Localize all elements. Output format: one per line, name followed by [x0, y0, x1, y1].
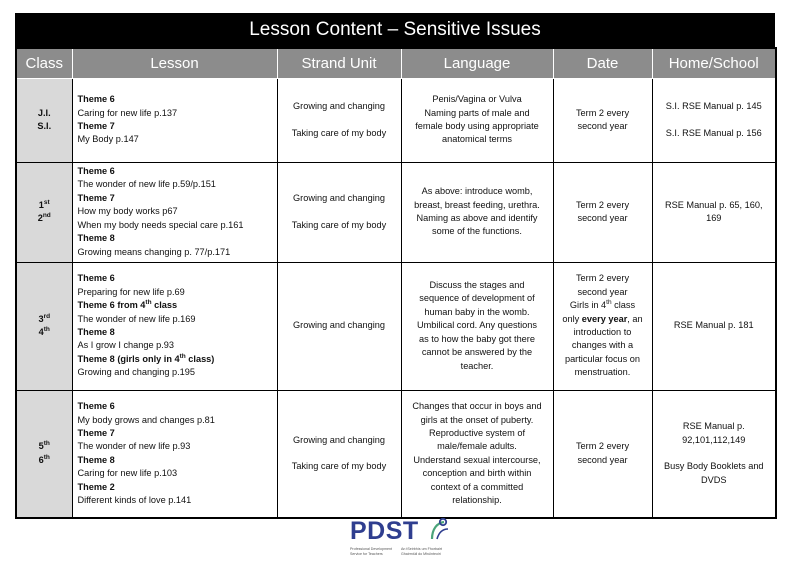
strand-unit-cell-line: Taking care of my body [291, 127, 387, 138]
strand-unit-cell-line [283, 206, 396, 219]
class-cell-line: J.I. [37, 107, 51, 118]
date-cell [553, 262, 652, 390]
home-school-cell-line [658, 447, 771, 460]
lesson-cell-line: My Body p.147 [77, 134, 139, 145]
class-cell-line: 4th [38, 325, 50, 337]
language-cell-line: relationship. [452, 494, 502, 505]
language-cell-line: Changes that occur in boys and [412, 401, 542, 412]
language-cell-line: context of a committed [430, 481, 524, 492]
header-date: Date [553, 48, 652, 78]
strand-unit-cell-line: Taking care of my body [291, 461, 387, 472]
language-cell-line: teacher. [460, 360, 494, 371]
date-cell [553, 390, 652, 518]
lesson-cell-line: Theme 7 [77, 427, 115, 438]
home-school-cell [652, 262, 776, 390]
language-cell-line: girls at the onset of puberty. [420, 414, 534, 425]
lesson-cell-line: Growing means changing p. 77/p.171 [77, 246, 231, 257]
language-cell-line: sequence of development of [419, 293, 535, 304]
table-row [16, 78, 776, 162]
home-school-cell-line: RSE Manual p. [682, 421, 745, 432]
pdst-english-subtitle: Professional Development Service for Teachers [350, 547, 392, 556]
lesson-cell-line: Theme 2 [77, 481, 115, 492]
lesson-cell-line: Caring for new life p.137 [77, 107, 178, 118]
language-cell-line: anatomical terms [442, 134, 512, 145]
language-cell [401, 162, 553, 262]
pdst-logo-text: PDST [350, 517, 419, 545]
lesson-cell-line: Theme 6 from 4th class [77, 299, 178, 311]
date-cell-line: second year [577, 286, 628, 297]
home-school-cell [652, 390, 776, 518]
lesson-cell-line: Theme 8 [77, 327, 115, 337]
language-cell-line: female body using appropriate [415, 121, 539, 131]
lesson-cell-line: My body grows and changes p.81 [77, 414, 215, 425]
pdst-logo [350, 516, 450, 560]
table-header-row [16, 48, 776, 78]
lesson-cell-line: Theme 6 [77, 94, 115, 105]
pdst-irish-subtitle: An tSeirbhís um Fhorbairt Ghairmiúil do Mhúinteoirí [401, 547, 442, 556]
class-cell [16, 262, 72, 390]
header-home-school: Home/School [652, 48, 776, 78]
language-cell-line: Naming as above and identify [416, 213, 538, 223]
strand-unit-cell [277, 262, 401, 390]
home-school-cell-line: S.I. RSE Manual p. 156 [665, 127, 762, 138]
lesson-cell-line: The wonder of new life p.59/p.151 [77, 179, 216, 190]
strand-unit-cell-line [283, 447, 396, 460]
class-cell [16, 162, 72, 262]
lesson-cell-line: Theme 6 [77, 166, 115, 177]
table-row [16, 262, 776, 390]
date-cell-line: particular focus on [564, 353, 641, 364]
lesson-cell-line: Theme 8 [77, 233, 115, 244]
date-cell-line: changes with a [571, 340, 634, 351]
language-cell-line: cannot be answered by the [421, 347, 533, 358]
class-cell-line: S.I. [37, 121, 52, 131]
lesson-cell [72, 262, 277, 390]
home-school-cell-line: RSE Manual p. 65, 160, [664, 199, 763, 210]
lesson-cell-line: Theme 8 (girls only in 4th class) [77, 352, 215, 364]
header-language: Language [401, 48, 553, 78]
date-cell-line: menstruation. [574, 367, 631, 378]
strand-unit-cell-line: Growing and changing [293, 101, 385, 112]
language-cell-line: breast, breast feeding, urethra. [414, 199, 540, 210]
language-cell-line: some of the functions. [432, 226, 522, 237]
lesson-cell-line: Theme 7 [77, 121, 115, 131]
date-cell-line: Term 2 every [575, 441, 630, 452]
lesson-cell-line: Theme 7 [77, 192, 115, 203]
lesson-cell-line: Theme 8 [77, 454, 115, 465]
lesson-cell [72, 390, 277, 518]
home-school-cell-line: 92,101,112,149 [682, 434, 746, 445]
strand-unit-cell [277, 162, 401, 262]
lesson-cell-line: How my body works p67 [77, 206, 178, 217]
lesson-cell-line: The wonder of new life p.93 [77, 441, 191, 452]
strand-unit-cell-line: Growing and changing [293, 320, 385, 331]
lesson-cell [72, 78, 277, 162]
lesson-content-document [15, 13, 775, 519]
language-cell-line: human baby in the womb. [424, 306, 530, 317]
home-school-cell [652, 78, 776, 162]
lesson-cell [72, 162, 277, 262]
home-school-cell-line: RSE Manual p. 181 [673, 320, 754, 331]
date-cell-line: Term 2 every [575, 273, 630, 284]
date-cell-line: second year [577, 121, 628, 131]
language-cell-line: Penis/Vagina or Vulva [432, 94, 522, 105]
date-cell-line: second year [577, 454, 628, 465]
lesson-cell-line: Different kinds of love p.141 [77, 494, 192, 505]
strand-unit-cell [277, 78, 401, 162]
lesson-cell-line: Theme 6 [77, 401, 115, 412]
date-cell-line: Girls in 4th class [569, 299, 636, 311]
lesson-cell-line: Caring for new life p.103 [77, 468, 178, 479]
date-cell [553, 162, 652, 262]
lesson-cell-line: As I grow I change p.93 [77, 340, 175, 351]
home-school-cell [652, 162, 776, 262]
class-cell-line: 6th [38, 453, 50, 465]
date-cell-line: second year [577, 213, 628, 223]
home-school-cell-line: 169 [706, 213, 722, 223]
date-cell-line: introduction to [573, 327, 632, 337]
class-cell-line: 1st [38, 198, 50, 210]
lesson-cell-line: Theme 6 [77, 273, 115, 284]
date-cell [553, 78, 652, 162]
home-school-cell-line: Busy Body Booklets and [663, 461, 764, 472]
strand-unit-cell-line: Growing and changing [293, 434, 385, 445]
page-title-text: Lesson Content – Sensitive Issues [249, 19, 541, 40]
language-cell [401, 390, 553, 518]
class-cell [16, 78, 72, 162]
date-cell-line: Term 2 every [575, 199, 630, 210]
date-cell-line: only every year, an [562, 313, 643, 324]
language-cell-line: Reproductive system of [429, 427, 525, 438]
strand-unit-cell-line [283, 114, 396, 127]
language-cell-line: Understand sexual intercourse, [413, 454, 541, 465]
home-school-cell-line [658, 114, 771, 127]
strand-unit-cell-line: Growing and changing [293, 193, 385, 204]
language-cell-line: conception and birth within [422, 468, 532, 479]
language-cell-line: Umbilical cord. Any questions [416, 320, 537, 331]
language-cell-line: as to how the baby got there [419, 333, 535, 344]
lesson-table [15, 47, 777, 519]
lesson-cell-line: Preparing for new life p.69 [77, 286, 185, 297]
class-cell [16, 390, 72, 518]
class-cell-line: 2nd [37, 211, 51, 223]
lesson-cell-line: When my body needs special care p.161 [77, 219, 244, 230]
home-school-cell-line: S.I. RSE Manual p. 145 [665, 101, 762, 112]
language-cell-line: Naming parts of male and [424, 107, 530, 118]
pdst-logo-mark-icon [428, 517, 450, 543]
language-cell-line: male/female adults. [437, 441, 517, 452]
class-cell-line: 3rd [38, 312, 51, 324]
language-cell-line: As above: introduce womb, [421, 186, 533, 197]
strand-unit-cell [277, 390, 401, 518]
table-row [16, 390, 776, 518]
strand-unit-cell-line: Taking care of my body [291, 219, 387, 230]
language-cell [401, 262, 553, 390]
header-class: Class [16, 48, 72, 78]
page-title [15, 13, 775, 47]
lesson-cell-line: Growing and changing p.195 [77, 367, 195, 378]
class-cell-line: 5th [38, 440, 50, 452]
lesson-cell-line: The wonder of new life p.169 [77, 313, 196, 324]
date-cell-line: Term 2 every [575, 107, 630, 118]
header-lesson: Lesson [72, 48, 277, 78]
header-strand-unit: Strand Unit [277, 48, 401, 78]
language-cell-line: Discuss the stages and [429, 280, 525, 291]
language-cell [401, 78, 553, 162]
table-row [16, 162, 776, 262]
home-school-cell-line: DVDS [700, 474, 727, 485]
